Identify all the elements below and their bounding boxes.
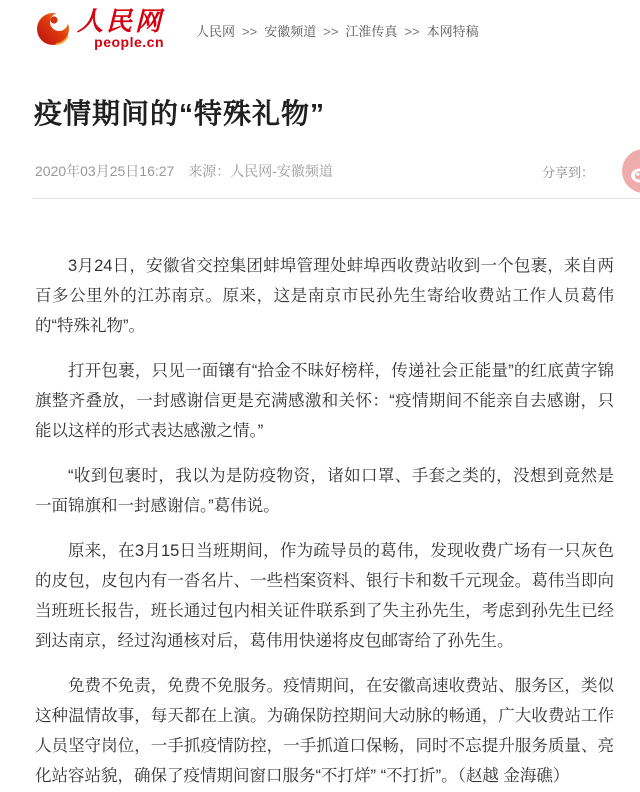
breadcrumb-item-special-report[interactable]: 本网特稿 — [426, 23, 479, 39]
breadcrumb-item-jianghuai[interactable]: 江淮传真 — [345, 23, 398, 39]
article-paragraph: 打开包裹，只见一面镶有“拾金不昧好榜样，传递社会正能量”的红底黄字锦旗整齐叠放，一封感谢信更是充满感激和关怀：“疫情期间不能亲自去感谢，只能以这样的形式表达感激之情。” — [35, 362, 614, 440]
breadcrumb — [196, 21, 479, 40]
source-label: 来源： — [188, 163, 231, 179]
article-paragraph: “收到包裹时，我以为是防疫物资，诸如口罩、手套之类的，没想到竟然是一面锦旗和一封感谢信。”葛伟说。 — [35, 467, 614, 515]
page-title: 疫情期间的“特殊礼物” — [34, 98, 326, 129]
site-header — [0, 0, 640, 58]
breadcrumb-item-anhui-channel[interactable]: 安徽频道 — [264, 23, 317, 39]
breadcrumb-separator: >> — [323, 23, 339, 39]
share-label: 分享到： — [541, 164, 594, 180]
article-meta — [35, 161, 333, 181]
weibo-share-icon[interactable] — [622, 149, 640, 193]
article-meta-row — [0, 148, 640, 194]
logo-cn-text: 人民网 — [77, 5, 165, 36]
people-cn-swirl-icon — [34, 8, 72, 59]
article-paragraph: 原来，在3月15日当班期间，作为疏导员的葛伟，发现收费广场有一只灰色的皮包，皮包内有一沓名片、一些档案资料、银行卡和数千元现金。葛伟当即向当班班长报告，班长通过包内相关证件联系到了失主孙先生，考虑到孙先生已经到达南京，经过沟通核对后，葛伟用快递将皮包邮寄给了孙先生。 — [35, 542, 614, 650]
people-cn-logo[interactable] — [34, 5, 165, 59]
article-paragraph: 免费不免责，免费不免服务。疫情期间，在安徽高速收费站、服务区，类似这种温情故事，每天都在上演。为确保防控期间大动脉的畅通，广大收费站工作人员坚守岗位，一手抓疫情防控，一手抓道口保畅，同时不忘提升服务质量、亮化站容站貌，确保了疫情期间窗口服务“不打烊” “不打折”。（赵越 金海礁） — [35, 677, 614, 785]
article-body — [0, 199, 640, 791]
logo-en-text: people.cn — [94, 33, 165, 50]
breadcrumb-separator: >> — [404, 23, 420, 39]
article-paragraph: 3月24日，安徽省交控集团蚌埠管理处蚌埠西收费站收到一个包裹，来自两百多公里外的江苏南京。原来，这是南京市民孙先生寄给收费站工作人员葛伟的“特殊礼物”。 — [35, 257, 614, 335]
breadcrumb-separator: >> — [242, 23, 258, 39]
breadcrumb-item-home[interactable]: 人民网 — [196, 23, 236, 39]
share-bar — [542, 149, 640, 193]
publish-date: 2020年03月25日16:27 — [35, 163, 175, 179]
logo-text — [77, 5, 165, 50]
source-name[interactable]: 人民网-安徽频道 — [230, 163, 333, 179]
